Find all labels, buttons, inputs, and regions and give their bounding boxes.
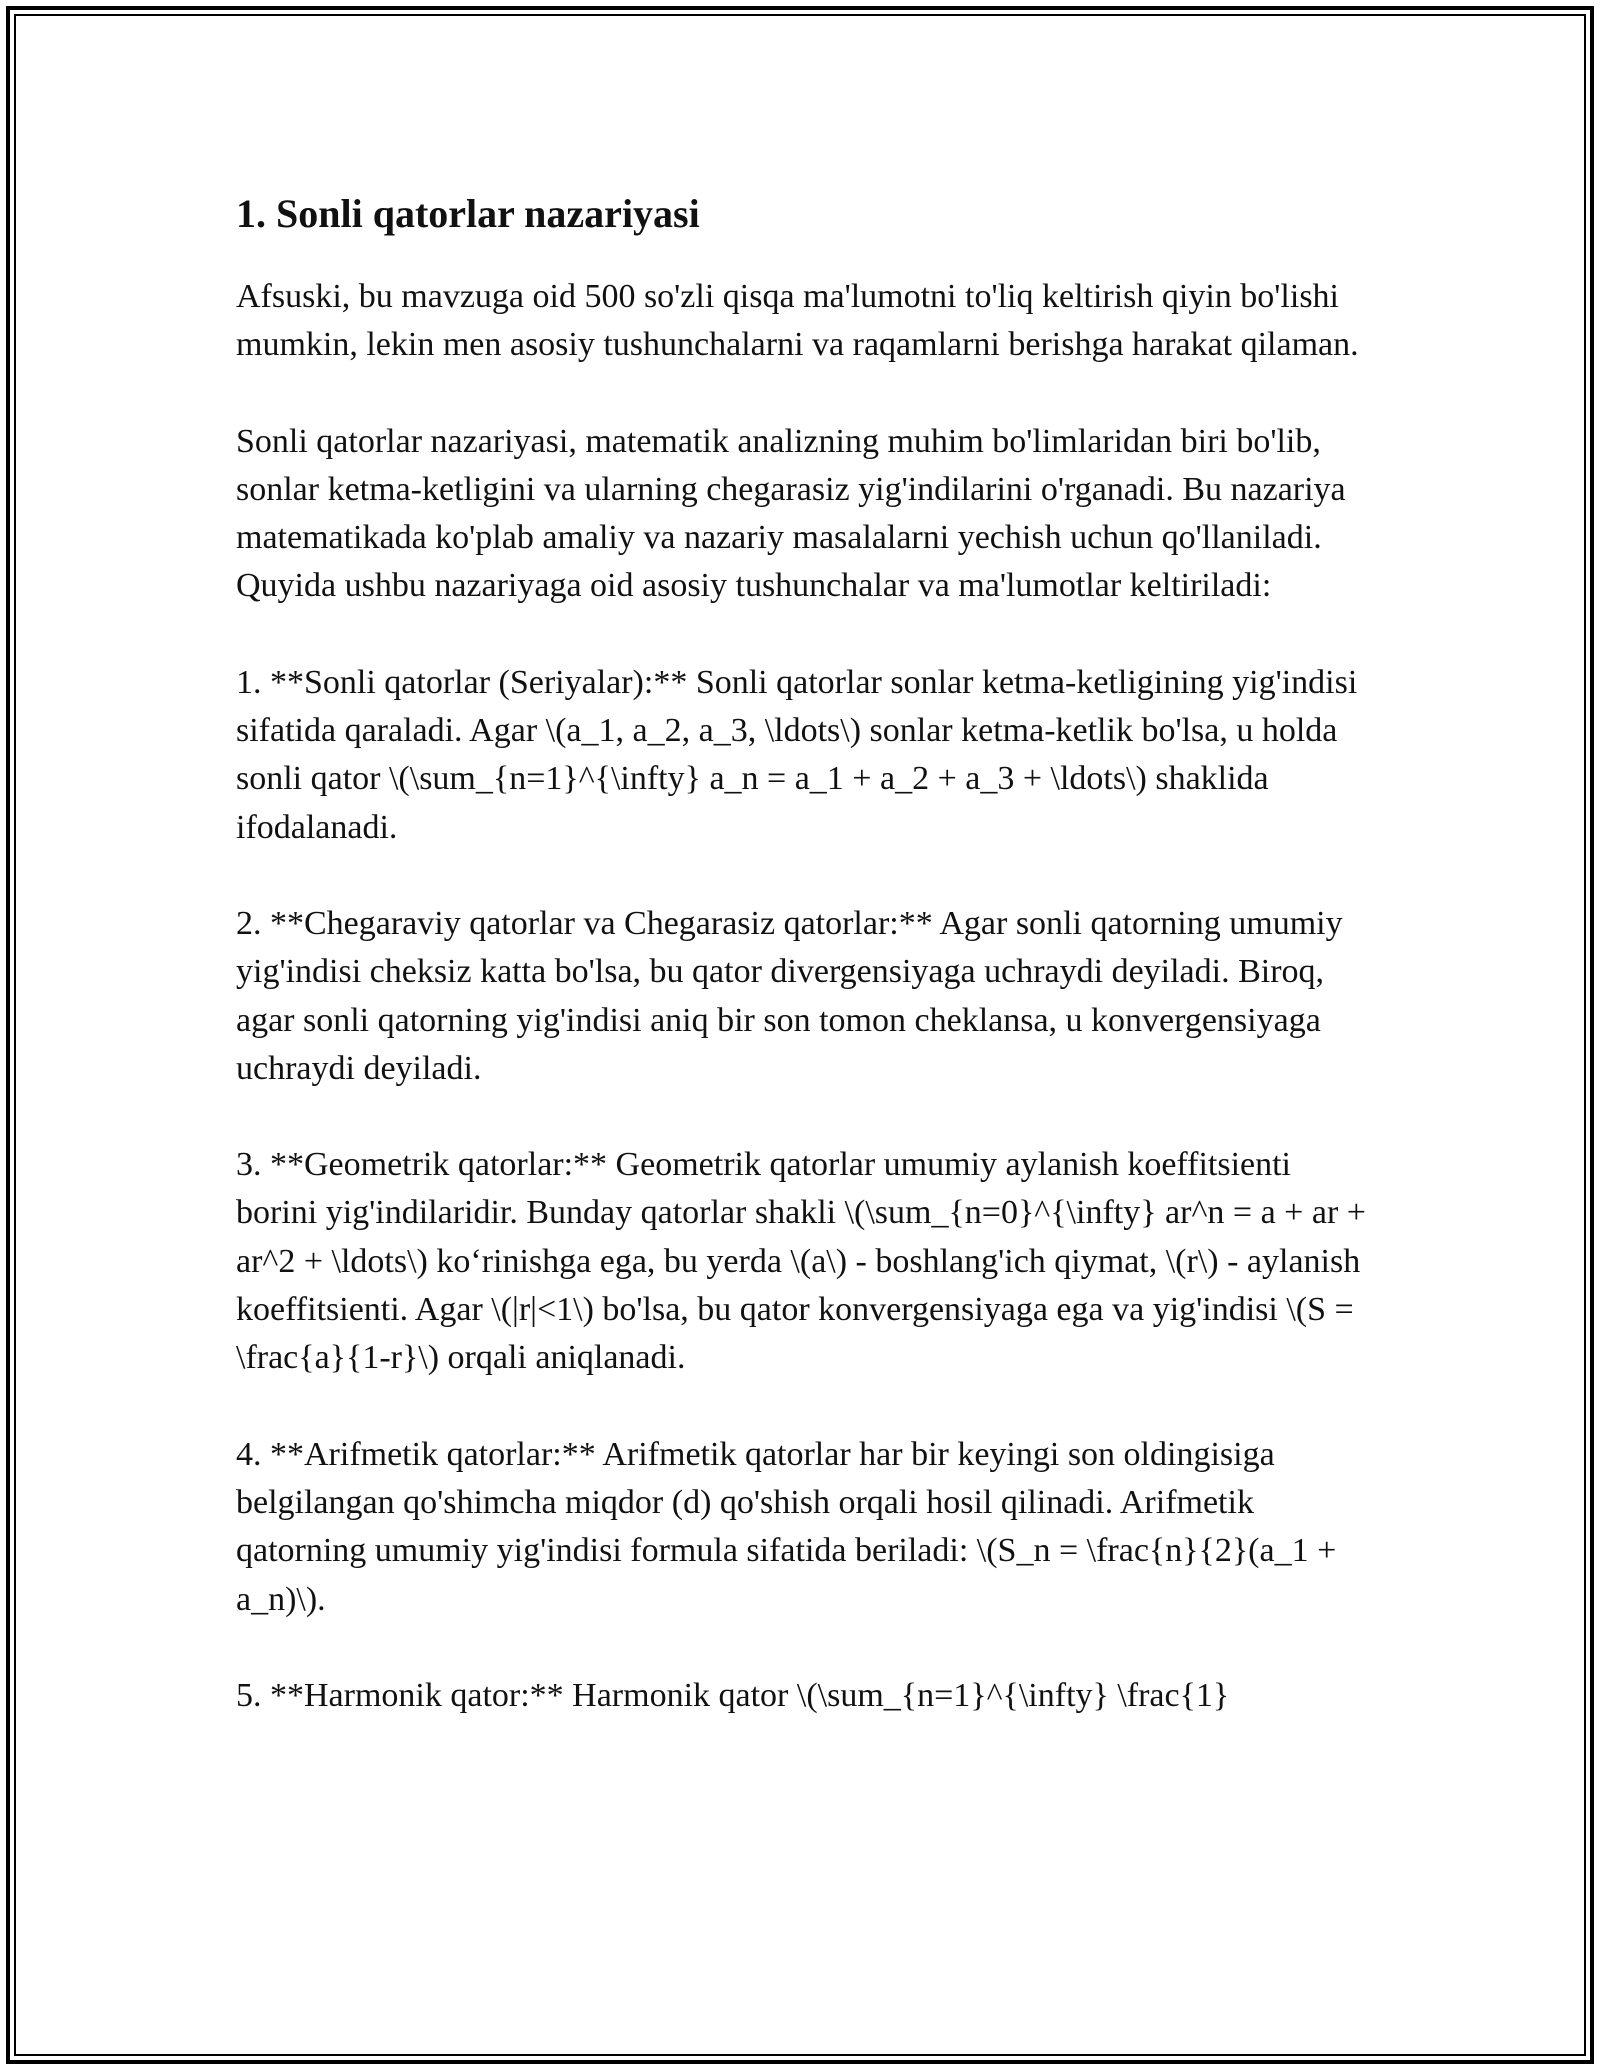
- section-heading: 1. Sonli qatorlar nazariyasi: [236, 191, 700, 236]
- list-item-harmonic-series: 5. **Harmonik qator:** Harmonik qator \(\sum_{n=1}^{\infty} \frac{1}: [236, 1676, 1230, 1714]
- list-item-convergence: 2. **Chegaraviy qatorlar va Chegarasiz qatorlar:** Agar sonli qatorning umumiy yig'indisi cheksiz katta bo'lsa, bu qator divergensiyaga uchraydi deyiladi. Biroq, agar sonli qatorning yig'indisi aniq bir son tomon cheklansa, u konvergensiyaga uchraydi deyiladi.: [236, 904, 1343, 1087]
- intro-paragraph: Afsuski, bu mavzuga oid 500 so'zli qisqa ma'lumotni to'liq keltirish qiyin bo'lishi mumkin, lekin men asosiy tushunchalarni va raqamlarni berishga harakat qilaman.: [236, 278, 1359, 364]
- document-body: [236, 186, 1366, 1768]
- list-item-geometric-series: 3. **Geometrik qatorlar:** Geometrik qatorlar umumiy aylanish koeffitsienti borini yig'indilaridir. Bunday qatorlar shakli \(\sum_{n=0}^{\infty} ar^n = a + ar + ar^2 + \ldots\) ko‘rinishga ega, bu yerda \(a\) - boshlang'ich qiymat, \(r\) - aylanish koeffitsienti. Agar \(|r|<1\) bo'lsa, bu qator konvergensiyaga ega va yig'indisi \(S = \frac{a}{1-r}\) orqali aniqlanadi.: [236, 1146, 1366, 1377]
- list-item-arithmetic-series: 4. **Arifmetik qatorlar:** Arifmetik qatorlar har bir keyingi son oldingisiga belgilangan qo'shimcha miqdor (d) qo'shish orqali hosil qilinadi. Arifmetik qatorning umumiy yig'indisi formula sifatida beriladi: \(S_n = \frac{n}{2}(a_1 + a_n)\).: [236, 1435, 1337, 1618]
- overview-paragraph: Sonli qatorlar nazariyasi, matematik analizning muhim bo'limlaridan biri bo'lib, sonlar ketma-ketligini va ularning chegarasiz yig'indilarini o'rganadi. Bu nazariya matematikada ko'plab amaliy va nazariy masalalarni yechish uchun qo'llaniladi. Quyida ushbu nazariyaga oid asosiy tushunchalar va ma'lumotlar keltiriladi:: [236, 422, 1346, 605]
- list-item-numeric-series: 1. **Sonli qatorlar (Seriyalar):** Sonli qatorlar sonlar ketma-ketligining yig'indisi sifatida qaraladi. Agar \(a_1, a_2, a_3, \ldots\) sonlar ketma-ketlik bo'lsa, u holda sonli qator \(\sum_{n=1}^{\infty} a_n = a_1 + a_2 + a_3 + \ldots\) shaklida ifodalanadi.: [236, 663, 1358, 846]
